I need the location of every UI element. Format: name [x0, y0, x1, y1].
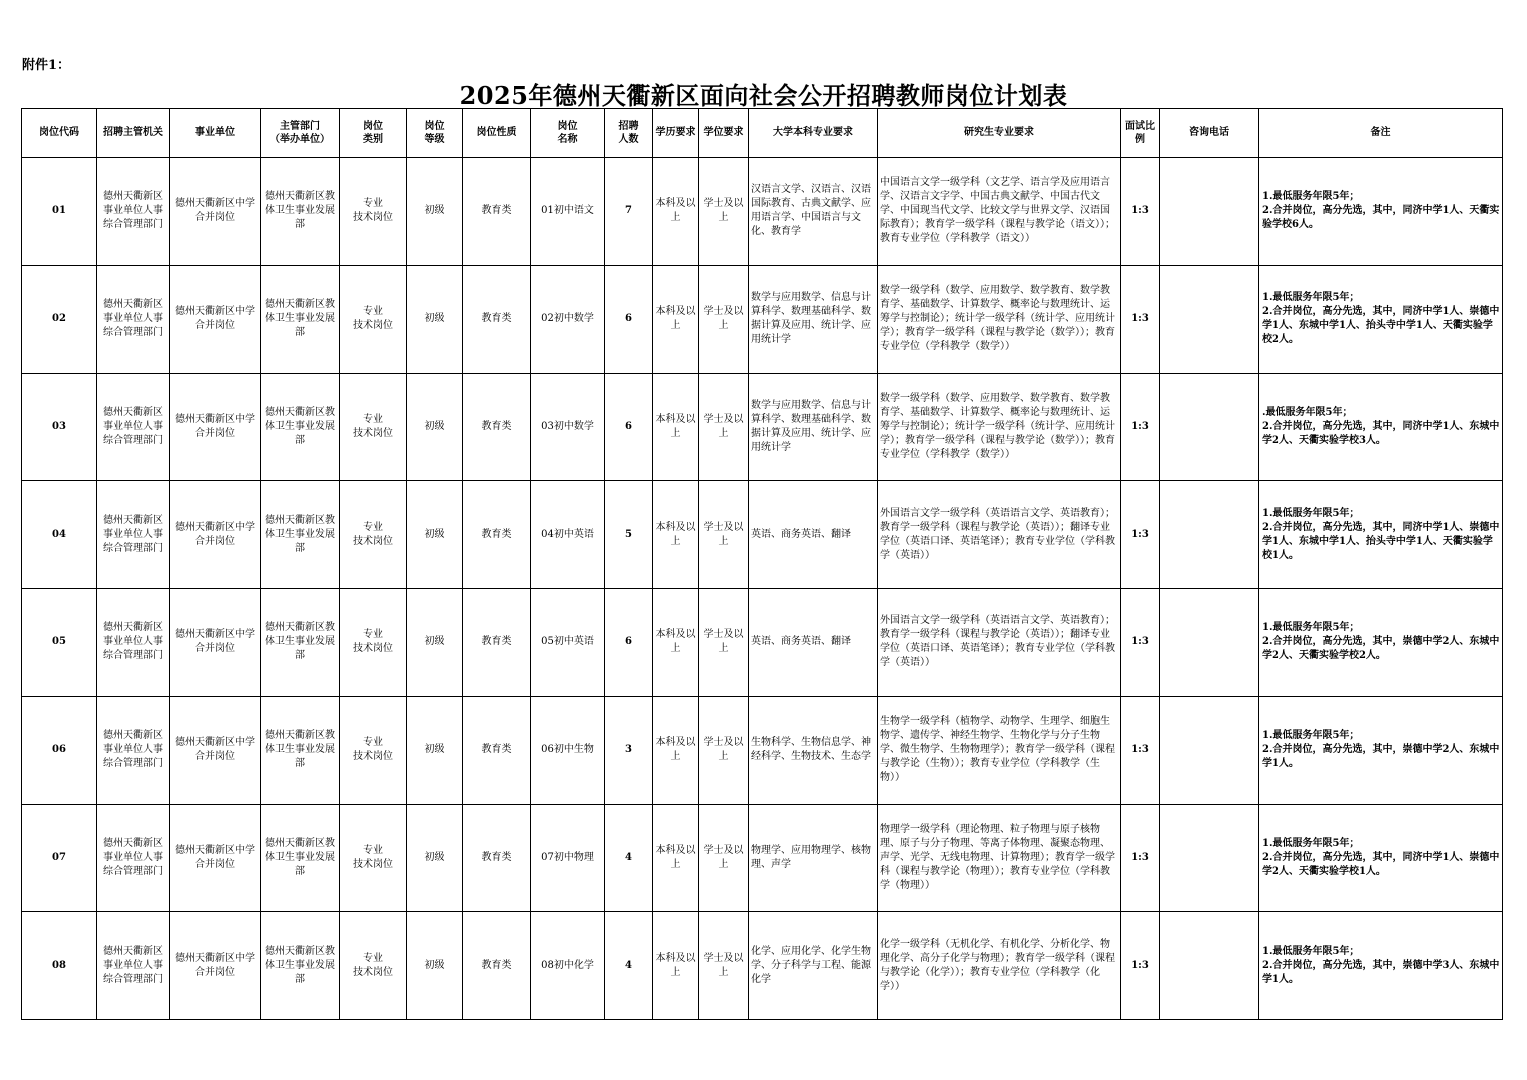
category-text: 技术岗位 [353, 535, 393, 547]
table-row [22, 804, 1503, 912]
cell-dept: 德州天衢新区教体卫生事业发展部 [261, 481, 340, 589]
cell-dept: 德州天衢新区教体卫生事业发展部 [261, 265, 340, 373]
cell-code: 02 [22, 265, 97, 373]
cell-category [340, 696, 407, 804]
cell-postgrad: 数学一级学科（数学、应用数学、数学教育、数学教育学、基础数学、计算数学、概率论与数理统计、运筹学与控制论）；统计学一级学科（统计学、应用统计学）；教育学一级学科（课程与教学论（数学））；教育专业学位（学科教学（数学）） [878, 373, 1121, 481]
cell-phone [1160, 804, 1259, 912]
cell-degree: 学士及以上 [699, 912, 749, 1020]
cell-name: 08初中化学 [531, 912, 605, 1020]
dept-line1: 主管部门 [280, 120, 320, 132]
attachment-label: 附件1： [22, 58, 71, 73]
cell-education: 本科及以上 [653, 481, 699, 589]
cell-education: 本科及以上 [653, 373, 699, 481]
remark-text: 1.最低服务年限5年； [1262, 507, 1360, 519]
category-text: 技术岗位 [353, 858, 393, 870]
cell-phone [1160, 481, 1259, 589]
cell-category [340, 373, 407, 481]
col-header-category [340, 109, 407, 158]
category-text: 专业 [363, 629, 383, 641]
category-line2: 类别 [363, 134, 383, 145]
cell-nature: 教育类 [463, 265, 531, 373]
cell-nature: 教育类 [463, 373, 531, 481]
remark-text: 2.合并岗位，高分先选，其中，同济中学1人、东城中学2人、天衢实验学校3人。 [1262, 420, 1500, 446]
cell-count: 6 [605, 265, 653, 373]
cell-education: 本科及以上 [653, 265, 699, 373]
cell-level: 初级 [407, 265, 463, 373]
remark-text: 2.合并岗位，高分先选，其中，崇德中学2人、东城中学1人。 [1262, 744, 1500, 770]
cell-level: 初级 [407, 804, 463, 912]
cell-degree: 学士及以上 [699, 589, 749, 697]
recruitment-plan-table [21, 108, 1503, 1020]
category-text: 专业 [363, 306, 383, 318]
cell-remarks [1259, 589, 1503, 697]
category-text: 技术岗位 [353, 751, 393, 763]
cell-dept: 德州天衢新区教体卫生事业发展部 [261, 158, 340, 266]
cell-unit: 德州天衢新区中学合并岗位 [170, 265, 261, 373]
cell-education: 本科及以上 [653, 589, 699, 697]
remark-text: .最低服务年限5年； [1262, 406, 1353, 418]
cell-undergrad: 化学、应用化学、化学生物学、分子科学与工程、能源化学 [749, 912, 878, 1020]
cell-name: 06初中生物 [531, 696, 605, 804]
col-header-code: 岗位代码 [22, 109, 97, 158]
col-header-nature: 岗位性质 [463, 109, 531, 158]
category-text: 技术岗位 [353, 212, 393, 224]
table-row [22, 481, 1503, 589]
cell-nature: 教育类 [463, 481, 531, 589]
remark-text: 2.合并岗位，高分先选，其中，同济中学1人、崇德中学2人、天衢实验学校1人。 [1262, 851, 1500, 877]
cell-undergrad: 英语、商务英语、翻译 [749, 589, 878, 697]
table-row [22, 158, 1503, 266]
cell-unit: 德州天衢新区中学合并岗位 [170, 912, 261, 1020]
remark-text: 2.合并岗位，高分先选，其中，同济中学1人、天衢实验学校6人。 [1262, 205, 1500, 231]
cell-authority: 德州天衢新区事业单位人事综合管理部门 [97, 696, 170, 804]
cell-category [340, 158, 407, 266]
cell-count: 6 [605, 589, 653, 697]
cell-ratio: 1:3 [1121, 696, 1160, 804]
cell-count: 4 [605, 804, 653, 912]
cell-category [340, 589, 407, 697]
cell-phone [1160, 265, 1259, 373]
category-text: 技术岗位 [353, 643, 393, 655]
cell-education: 本科及以上 [653, 912, 699, 1020]
cell-nature: 教育类 [463, 804, 531, 912]
table-row [22, 265, 1503, 373]
cell-code: 05 [22, 589, 97, 697]
cell-degree: 学士及以上 [699, 481, 749, 589]
remark-text: 1.最低服务年限5年； [1262, 292, 1360, 304]
category-text: 专业 [363, 521, 383, 533]
cell-category [340, 481, 407, 589]
cell-count: 3 [605, 696, 653, 804]
cell-dept: 德州天衢新区教体卫生事业发展部 [261, 696, 340, 804]
cell-ratio: 1:3 [1121, 481, 1160, 589]
cell-unit: 德州天衢新区中学合并岗位 [170, 158, 261, 266]
col-header-ratio: 面试比例 [1121, 109, 1160, 158]
cell-ratio: 1:3 [1121, 804, 1160, 912]
cell-postgrad: 外国语言文学一级学科（英语语言文学、英语教育）；教育学一级学科（课程与教学论（英语））；翻译专业学位（英语口译、英语笔译）；教育专业学位（学科教学（英语）） [878, 481, 1121, 589]
cell-undergrad: 英语、商务英语、翻译 [749, 481, 878, 589]
dept-line2: （举办单位） [270, 134, 330, 145]
cell-code: 01 [22, 158, 97, 266]
cell-degree: 学士及以上 [699, 373, 749, 481]
cell-phone [1160, 589, 1259, 697]
cell-level: 初级 [407, 696, 463, 804]
cell-postgrad: 物理学一级学科（理论物理、粒子物理与原子核物理、原子与分子物理、等离子体物理、凝聚态物理、声学、光学、无线电物理、计算物理）；教育学一级学科（课程与教学论（物理））；教育专业学位（学科教学（物理）） [878, 804, 1121, 912]
cell-ratio: 1:3 [1121, 912, 1160, 1020]
count-line1: 招聘 [618, 120, 639, 132]
category-line1: 岗位 [363, 120, 383, 132]
cell-category [340, 265, 407, 373]
cell-authority: 德州天衢新区事业单位人事综合管理部门 [97, 373, 170, 481]
cell-ratio: 1:3 [1121, 158, 1160, 266]
cell-ratio: 1:3 [1121, 265, 1160, 373]
cell-remarks [1259, 265, 1503, 373]
remark-text: 2.合并岗位，高分先选，其中，同济中学1人、崇德中学1人、东城中学1人、抬头寺中学1人、天衢实验学校2人。 [1262, 306, 1500, 346]
col-header-degree: 学位要求 [699, 109, 749, 158]
document-title: 2025年德州天衢新区面向社会公开招聘教师岗位计划表 [459, 81, 1068, 110]
col-header-phone: 咨询电话 [1160, 109, 1259, 158]
cell-level: 初级 [407, 158, 463, 266]
col-header-level [407, 109, 463, 158]
col-header-postgrad: 研究生专业要求 [878, 109, 1121, 158]
cell-dept: 德州天衢新区教体卫生事业发展部 [261, 912, 340, 1020]
cell-code: 03 [22, 373, 97, 481]
category-text: 专业 [363, 198, 383, 210]
remark-text: 1.最低服务年限5年； [1262, 191, 1360, 203]
cell-level: 初级 [407, 589, 463, 697]
cell-name: 03初中数学 [531, 373, 605, 481]
col-header-name [531, 109, 605, 158]
cell-level: 初级 [407, 373, 463, 481]
cell-unit: 德州天衢新区中学合并岗位 [170, 373, 261, 481]
remark-text: 1.最低服务年限5年； [1262, 622, 1360, 634]
category-text: 技术岗位 [353, 427, 393, 439]
cell-undergrad: 物理学、应用物理学、核物理、声学 [749, 804, 878, 912]
cell-authority: 德州天衢新区事业单位人事综合管理部门 [97, 265, 170, 373]
col-header-authority: 招聘主管机关 [97, 109, 170, 158]
cell-name: 02初中数学 [531, 265, 605, 373]
cell-code: 07 [22, 804, 97, 912]
remark-text: 2.合并岗位，高分先选，其中，崇德中学3人、东城中学1人。 [1262, 959, 1500, 985]
cell-ratio: 1:3 [1121, 373, 1160, 481]
cell-authority: 德州天衢新区事业单位人事综合管理部门 [97, 589, 170, 697]
cell-authority: 德州天衢新区事业单位人事综合管理部门 [97, 481, 170, 589]
cell-postgrad: 化学一级学科（无机化学、有机化学、分析化学、物理化学、高分子化学与物理）；教育学一级学科（课程与教学论（化学））；教育专业学位（学科教学（化学）） [878, 912, 1121, 1020]
cell-postgrad: 中国语言文学一级学科（文艺学、语言学及应用语言学、汉语言文字学、中国古典文献学、中国古代文学、中国现当代文学、比较文学与世界文学、汉语国际教育）；教育学一级学科（课程与教学论（语文））；教育专业学位（学科教学（语文）） [878, 158, 1121, 266]
cell-education: 本科及以上 [653, 696, 699, 804]
table-row [22, 373, 1503, 481]
col-header-unit: 事业单位 [170, 109, 261, 158]
cell-undergrad: 汉语言文学、汉语言、汉语国际教育、古典文献学、应用语言学、中国语言与文化、教育学 [749, 158, 878, 266]
cell-unit: 德州天衢新区中学合并岗位 [170, 804, 261, 912]
cell-authority: 德州天衢新区事业单位人事综合管理部门 [97, 158, 170, 266]
category-text: 技术岗位 [353, 966, 393, 978]
category-text: 技术岗位 [353, 320, 393, 332]
cell-remarks [1259, 158, 1503, 266]
remark-text: 1.最低服务年限5年； [1262, 837, 1360, 849]
count-line2: 人数 [618, 134, 639, 145]
cell-level: 初级 [407, 481, 463, 589]
category-text: 专业 [363, 413, 383, 425]
cell-phone [1160, 373, 1259, 481]
cell-remarks [1259, 804, 1503, 912]
cell-nature: 教育类 [463, 912, 531, 1020]
col-header-dept [261, 109, 340, 158]
category-text: 专业 [363, 952, 383, 964]
cell-education: 本科及以上 [653, 804, 699, 912]
remark-text: 1.最低服务年限5年； [1262, 730, 1360, 742]
cell-nature: 教育类 [463, 589, 531, 697]
cell-unit: 德州天衢新区中学合并岗位 [170, 481, 261, 589]
col-header-education: 学历要求 [653, 109, 699, 158]
cell-name: 04初中英语 [531, 481, 605, 589]
table-body [22, 158, 1503, 1020]
cell-postgrad: 生物学一级学科（植物学、动物学、生理学、细胞生物学、遗传学、神经生物学、生物化学与分子生物学、微生物学、生物物理学）；教育学一级学科（课程与教学论（生物））；教育专业学位（学科教学（生物）） [878, 696, 1121, 804]
level-line2: 等级 [424, 134, 445, 145]
cell-ratio: 1:3 [1121, 589, 1160, 697]
col-header-remarks: 备注 [1259, 109, 1503, 158]
cell-degree: 学士及以上 [699, 158, 749, 266]
cell-code: 08 [22, 912, 97, 1020]
cell-level: 初级 [407, 912, 463, 1020]
cell-undergrad: 生物科学、生物信息学、神经科学、生物技术、生态学 [749, 696, 878, 804]
cell-degree: 学士及以上 [699, 804, 749, 912]
cell-count: 5 [605, 481, 653, 589]
cell-postgrad: 数学一级学科（数学、应用数学、数学教育、数学教育学、基础数学、计算数学、概率论与数理统计、运筹学与控制论）；统计学一级学科（统计学、应用统计学）；教育学一级学科（课程与教学论（数学））；教育专业学位（学科教学（数学）） [878, 265, 1121, 373]
cell-undergrad: 数学与应用数学、信息与计算科学、数理基础科学、数据计算及应用、统计学、应用统计学 [749, 373, 878, 481]
cell-dept: 德州天衢新区教体卫生事业发展部 [261, 373, 340, 481]
cell-education: 本科及以上 [653, 158, 699, 266]
cell-remarks [1259, 912, 1503, 1020]
cell-code: 04 [22, 481, 97, 589]
level-line1: 岗位 [424, 120, 445, 132]
cell-unit: 德州天衢新区中学合并岗位 [170, 589, 261, 697]
cell-dept: 德州天衢新区教体卫生事业发展部 [261, 804, 340, 912]
cell-code: 06 [22, 696, 97, 804]
cell-authority: 德州天衢新区事业单位人事综合管理部门 [97, 804, 170, 912]
category-text: 专业 [363, 844, 383, 856]
cell-category [340, 804, 407, 912]
cell-unit: 德州天衢新区中学合并岗位 [170, 696, 261, 804]
cell-postgrad: 外国语言文学一级学科（英语语言文学、英语教育）；教育学一级学科（课程与教学论（英语））；翻译专业学位（英语口译、英语笔译）；教育专业学位（学科教学（英语）） [878, 589, 1121, 697]
table-row [22, 696, 1503, 804]
cell-remarks [1259, 481, 1503, 589]
remark-text: 2.合并岗位，高分先选，其中，同济中学1人、崇德中学1人、东城中学1人、抬头寺中学1人、天衢实验学校1人。 [1262, 521, 1500, 561]
cell-phone [1160, 158, 1259, 266]
cell-category [340, 912, 407, 1020]
cell-name: 01初中语文 [531, 158, 605, 266]
cell-remarks [1259, 373, 1503, 481]
category-text: 专业 [363, 737, 383, 749]
cell-nature: 教育类 [463, 696, 531, 804]
table-row [22, 589, 1503, 697]
cell-phone [1160, 696, 1259, 804]
remark-text: 1.最低服务年限5年； [1262, 945, 1360, 957]
cell-count: 7 [605, 158, 653, 266]
cell-dept: 德州天衢新区教体卫生事业发展部 [261, 589, 340, 697]
cell-count: 6 [605, 373, 653, 481]
cell-degree: 学士及以上 [699, 265, 749, 373]
col-header-undergrad: 大学本科专业要求 [749, 109, 878, 158]
remark-text: 2.合并岗位，高分先选，其中，崇德中学2人、东城中学2人、天衢实验学校2人。 [1262, 636, 1500, 662]
cell-degree: 学士及以上 [699, 696, 749, 804]
col-header-count [605, 109, 653, 158]
cell-nature: 教育类 [463, 158, 531, 266]
cell-name: 05初中英语 [531, 589, 605, 697]
header-row [22, 109, 1503, 158]
name-line1: 岗位 [557, 120, 578, 132]
cell-name: 07初中物理 [531, 804, 605, 912]
cell-count: 4 [605, 912, 653, 1020]
table-row [22, 912, 1503, 1020]
cell-remarks [1259, 696, 1503, 804]
cell-phone [1160, 912, 1259, 1020]
cell-authority: 德州天衢新区事业单位人事综合管理部门 [97, 912, 170, 1020]
cell-undergrad: 数学与应用数学、信息与计算科学、数理基础科学、数据计算及应用、统计学、应用统计学 [749, 265, 878, 373]
name-line2: 名称 [557, 134, 578, 145]
